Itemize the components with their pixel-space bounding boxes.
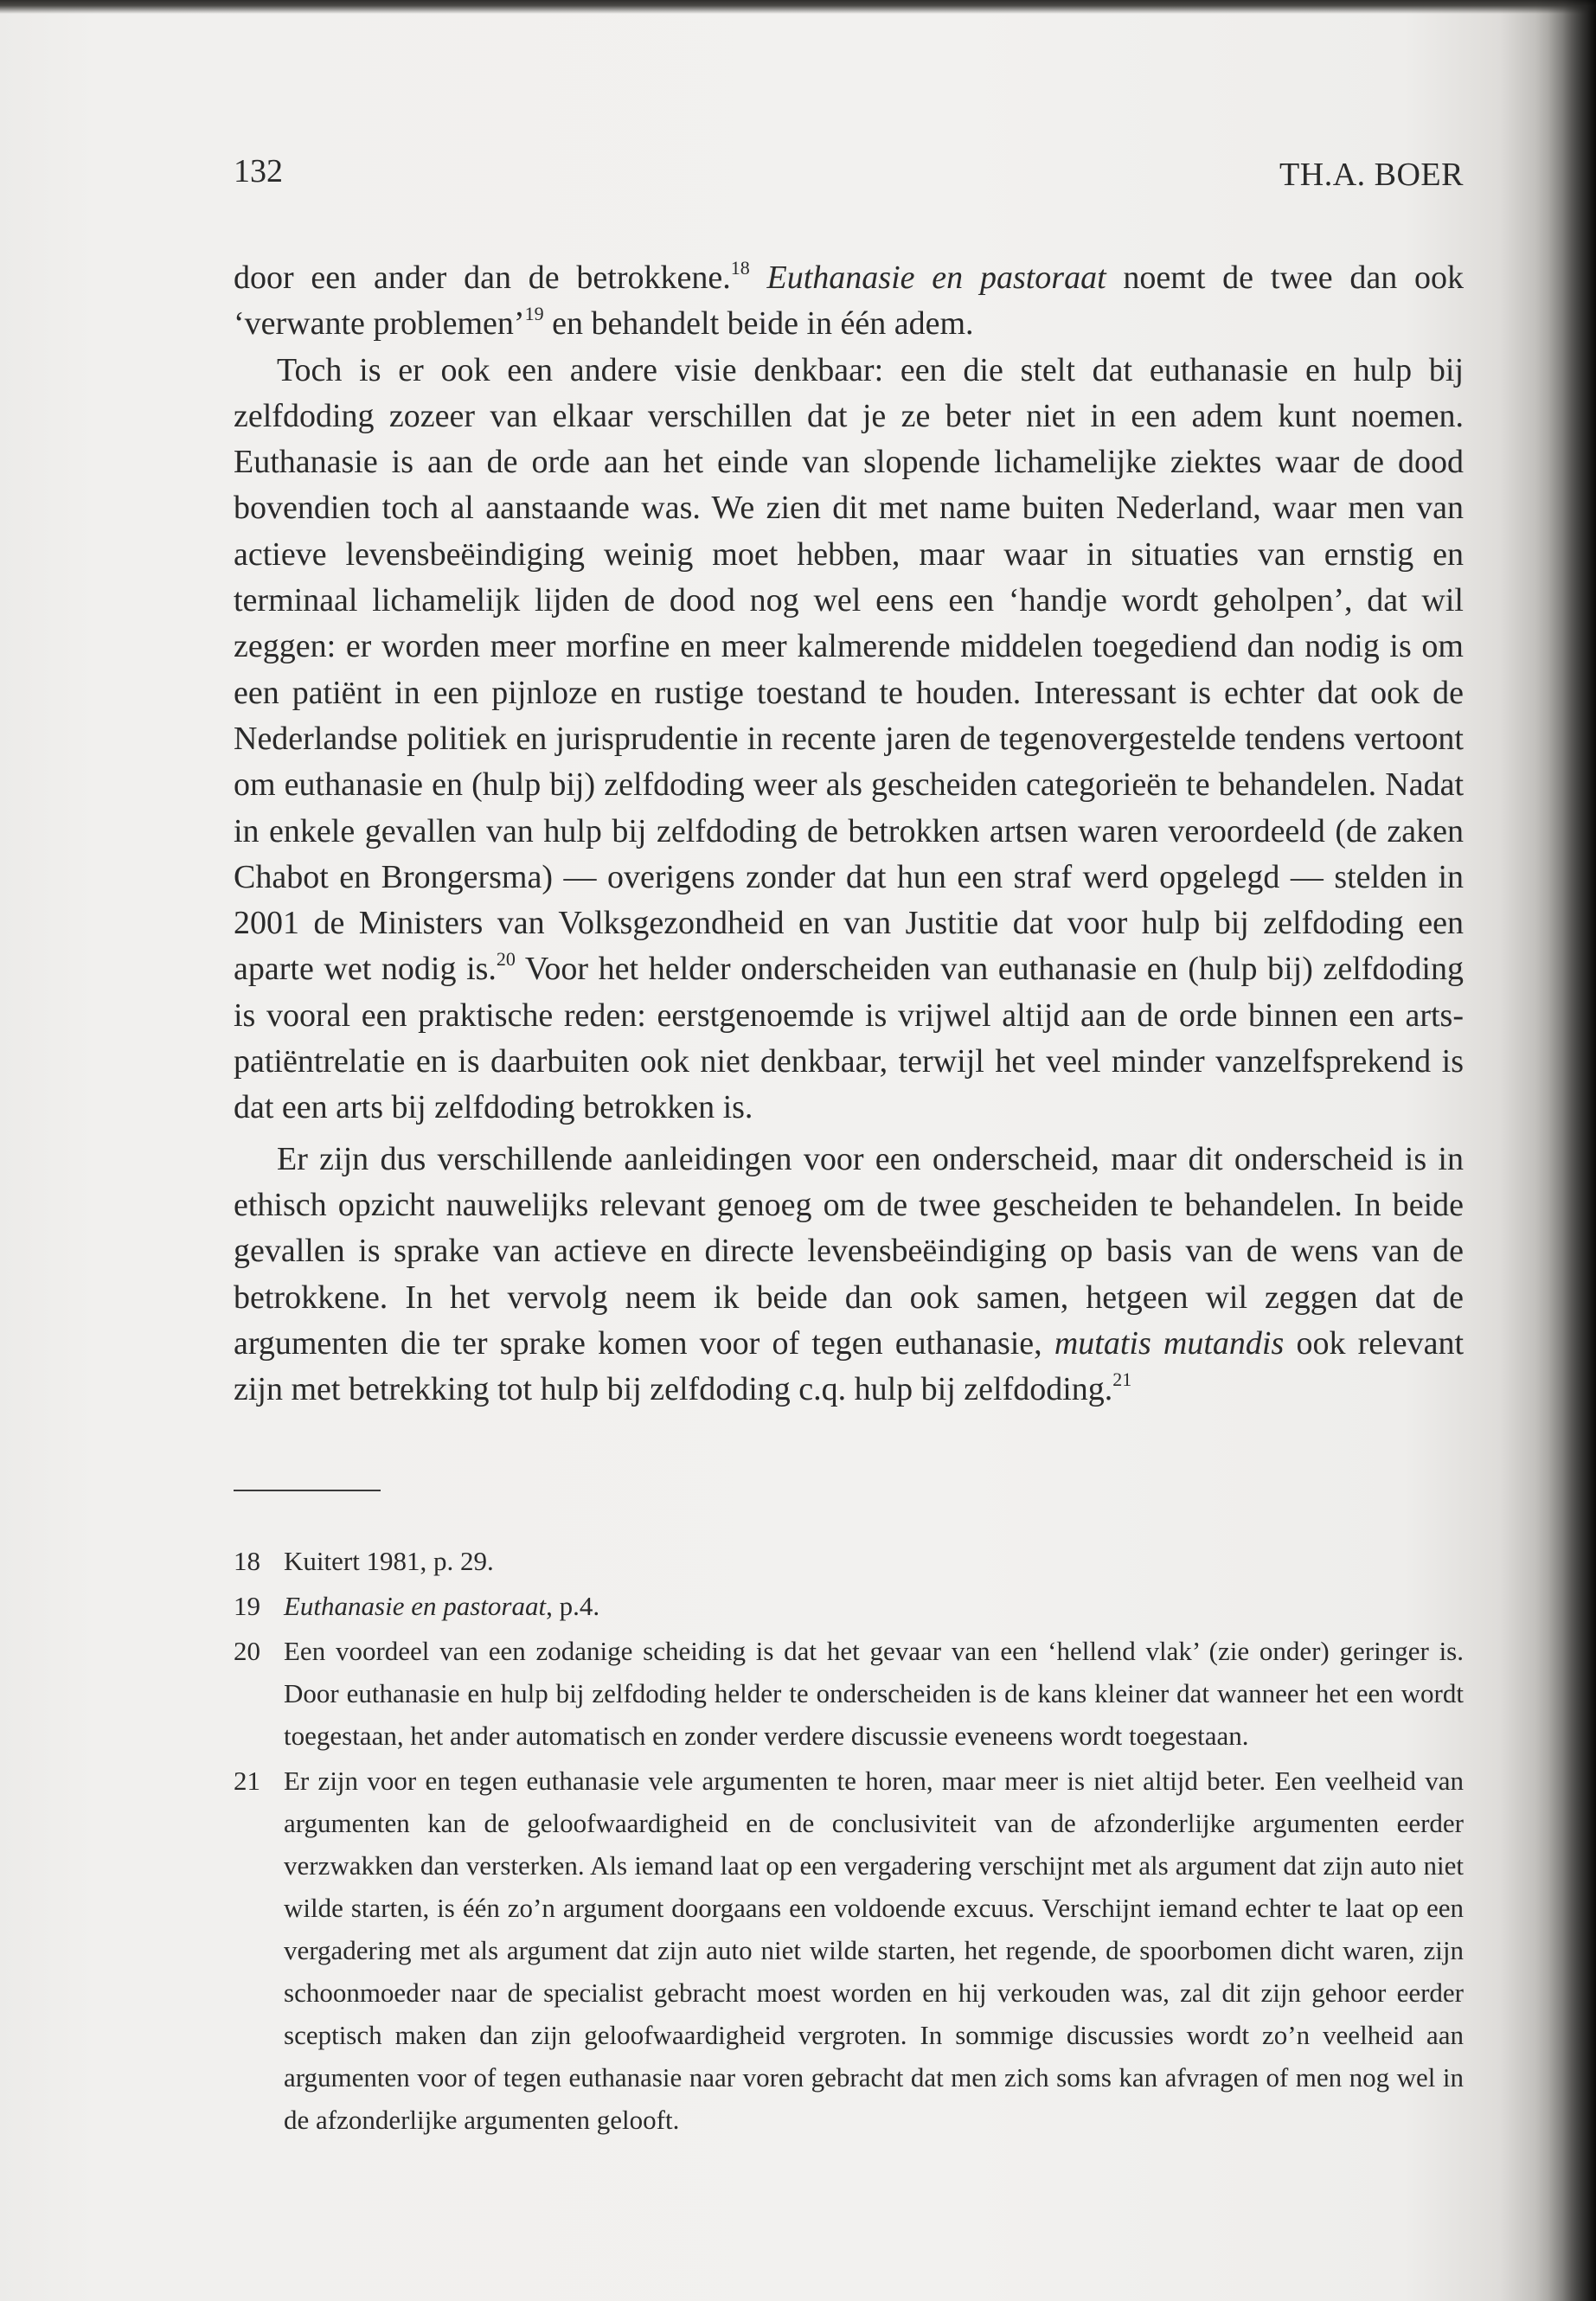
footnote-number: 18 [234, 1546, 260, 1576]
footnote-text: Kuitert 1981, p. 29. [284, 1546, 494, 1576]
footnote-21 [234, 1759, 1464, 2141]
running-head: TH.A. BOER [1279, 157, 1464, 193]
footnote-number: 21 [234, 1766, 260, 1796]
footnotes [234, 1540, 1464, 2144]
paragraph-1-text-d: en behandelt beide in één adem. [543, 305, 974, 343]
paragraph-1-text-a: door een ander dan de betrokkene. [234, 260, 731, 296]
paragraph-2-text-b: Voor het helder onderscheiden van euthanasie en (hulp bij) zelfdoding is vooral een praktische reden: eerstgenoemde is vrijwel altijd aan de orde binnen een arts-patiëntrelatie en is daarbuiten ook niet denkbaar, terwijl het veel minder vanzelfsprekend is dat een arts bij zelfdoding betrokken is. [234, 951, 1464, 1126]
paragraph-2 [234, 348, 1464, 1131]
paragraph-2-text-a: Toch is er ook een andere visie denkbaar: een die stelt dat euthanasie en hulp bij zelfdoding zozeer van elkaar verschillen dat je ze beter niet in een adem kunt noemen. Euthanasie is aan de orde aan het einde van slopende lichamelijke ziektes waar de dood bovendien toch al aanstaande was. We zien dit met name buiten Nederland, waar men van actieve levensbeëindiging weinig moet hebben, maar waar in situaties van ernstig en terminaal lichamelijk lijden de dood nog wel eens een ‘handje wordt geholpen’, dat wil zeggen: er worden meer morfine en meer kalmerende middelen toegediend dan nodig is om een patiënt in een pijnloze en rustige toestand te houden. Interessant is echter dat ook de Nederlandse politiek en jurisprudentie in recente jaren de tegenovergestelde tendens vertoont om euthanasie en (hulp bij) zelfdoding weer als gescheiden categorieën te behandelen. Nadat in enkele gevallen van hulp bij zelfdoding de betrokken artsen waren veroordeeld (de zaken Chabot en Brongersma) — overigens zonder dat hun een straf werd opgelegd — stelden in 2001 de Ministers van Volksgezondheid en van Justitie dat voor hulp bij zelfdoding een aparte wet nodig is. [234, 351, 1464, 988]
footnote-18 [234, 1540, 1464, 1582]
page-top-edge [0, 0, 1596, 14]
footnote-ref-19: 19 [524, 303, 544, 325]
footnote-20 [234, 1630, 1464, 1757]
footnote-number: 19 [234, 1591, 260, 1621]
footnote-divider [234, 1490, 381, 1491]
footnote-ref-18: 18 [730, 257, 750, 279]
paragraph-1 [234, 255, 1464, 348]
footnote-ref-21: 21 [1112, 1368, 1132, 1391]
footnote-italic-title: Euthanasie en pastoraat [284, 1591, 547, 1621]
body-text [234, 255, 1464, 1413]
binding-shadow [1535, 0, 1596, 2301]
footnote-ref-20: 20 [496, 948, 516, 971]
paragraph-1-text-c: noemt de twee dan ook ‘verwante problemen’ [234, 260, 1464, 343]
page-number: 132 [234, 153, 283, 189]
page-header [234, 152, 1464, 194]
paragraph-3 [234, 1137, 1464, 1413]
footnote-text: Er zijn voor en tegen euthanasie vele argumenten te horen, maar meer is niet altijd beter. Een veelheid van argumenten kan de geloofwaardigheid en de conclusiviteit van de afzonderlijke argumenten eerder verzwakken dan versterken. Als iemand laat op een vergadering verschijnt met als argument dat zijn auto niet wilde starten, is één zo’n argument doorgaans een voldoende excuus. Verschijnt iemand echter te laat op een vergadering met als argument dat zijn auto niet wilde starten, het regende, de spoorbomen dicht waren, zijn schoonmoeder naar de specialist gebracht moest worden en hij verkouden was, zal dit zijn gehoor eerder sceptisch maken dan zijn geloofwaardigheid vergroten. In sommige discussies wordt zo’n veelheid aan argumenten voor of tegen euthanasie naar voren gebracht dat men zich soms kan afvragen of men nog wel in de afzonderlijke argumenten gelooft. [284, 1766, 1464, 2135]
footnote-text: Een voordeel van een zodanige scheiding is dat het gevaar van een ‘hellend vlak’ (zie onder) geringer is. Door euthanasie en hulp bij zelfdoding helder te onderscheiden is de kans kleiner dat wanneer het een wordt toegestaan, het ander automatisch en zonder verdere discussie eveneens wordt toegestaan. [284, 1636, 1464, 1751]
paragraph-3-text-a: Er zijn dus verschillende aanleidingen voor een onderscheid, maar dit onderscheid is in ethisch opzicht nauwelijks relevant genoeg om de twee gescheiden te behandelen. In beide gevallen is sprake van actieve en directe levensbeëindiging op basis van de wens van de betrokkene. In het vervolg neem ik beide dan ook samen, hetgeen wil zeggen dat de argumenten die ter sprake komen voor of tegen euthanasie, [234, 1140, 1464, 1362]
footnote-19 [234, 1585, 1464, 1627]
footnote-text [284, 1585, 1464, 1627]
latin-phrase-italic: mutatis mutandis [1054, 1324, 1285, 1362]
book-title-italic: Euthanasie en pastoraat [766, 260, 1106, 296]
paragraph-3-text-c: ook relevant zijn met betrekking tot hulp bij zelfdoding c.q. hulp bij zelfdoding. [234, 1324, 1465, 1408]
footnote-number: 20 [234, 1636, 260, 1666]
footnote-page-ref: , p.4. [546, 1591, 600, 1621]
